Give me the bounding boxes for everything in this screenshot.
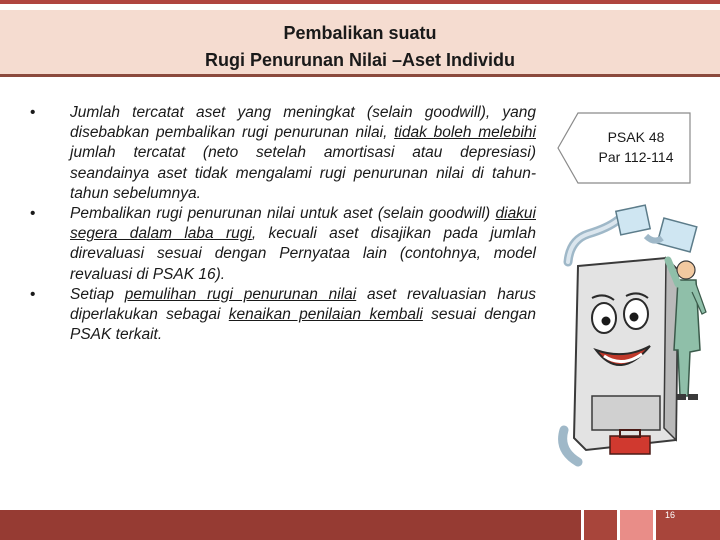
page-number: 16 — [664, 510, 675, 520]
callout-text — [582, 127, 690, 167]
bullet-dot-icon: • — [30, 104, 36, 121]
bullet-dot-icon: • — [30, 205, 36, 223]
bullet-list — [30, 103, 537, 345]
title-line-1: Pembalikan suatu — [283, 23, 437, 43]
callout-line-2: Par 112-114 — [598, 149, 674, 165]
bullet-item — [30, 285, 537, 346]
psak-callout — [556, 111, 692, 185]
bullet-text: jumlah tercatat (neto setelah amortisasi atau depresiasi) seandainya aset tidak mengalami rugi penurunan nilai di tahun-tahun sebelumnya. — [70, 144, 536, 202]
bullet-item — [30, 103, 536, 204]
top-accent-rule — [0, 0, 720, 4]
footer-segment-mid — [584, 510, 617, 540]
bullet-underlined-text: tidak boleh melebihi — [394, 124, 536, 142]
furnace-repairman-icon — [558, 200, 708, 472]
bullet-text: , kecuali aset disajikan pada jumlah direvaluasi sesuai dengan Pernyataa lain (contohnya, model revaluasi di PSAK 16). — [70, 225, 536, 283]
slide-title — [0, 20, 720, 74]
bullet-item — [30, 204, 536, 285]
bullet-underlined-text: kenaikan penilaian kembali — [228, 306, 423, 324]
bullet-text: aset revaluasian harus diperlakukan sebagai — [70, 285, 537, 324]
bullet-underlined-text: pemulihan rugi penurunan nilai — [124, 285, 357, 303]
callout-line-1: PSAK 48 — [607, 129, 665, 145]
bullet-text: Pembalikan rugi penurunan nilai untuk aset (selain goodwill) — [70, 205, 496, 223]
bullet-text: Jumlah tercatat aset yang meningkat (selain goodwill), yang disebabkan pembalikan rugi penurunan nilai, — [70, 104, 536, 142]
bullet-text: Setiap — [70, 285, 125, 303]
title-line-2: Rugi Penurunan Nilai –Aset Individu — [204, 50, 516, 70]
bullet-underlined-text: diakui segera dalam laba rugi — [70, 205, 536, 243]
bullet-text: sesuai dengan PSAK terkait. — [70, 306, 537, 344]
footer-segment-light — [620, 510, 653, 540]
footer-segment-dark — [0, 510, 581, 540]
footer-bar — [0, 510, 720, 540]
bullet-dot-icon: • — [30, 285, 36, 303]
